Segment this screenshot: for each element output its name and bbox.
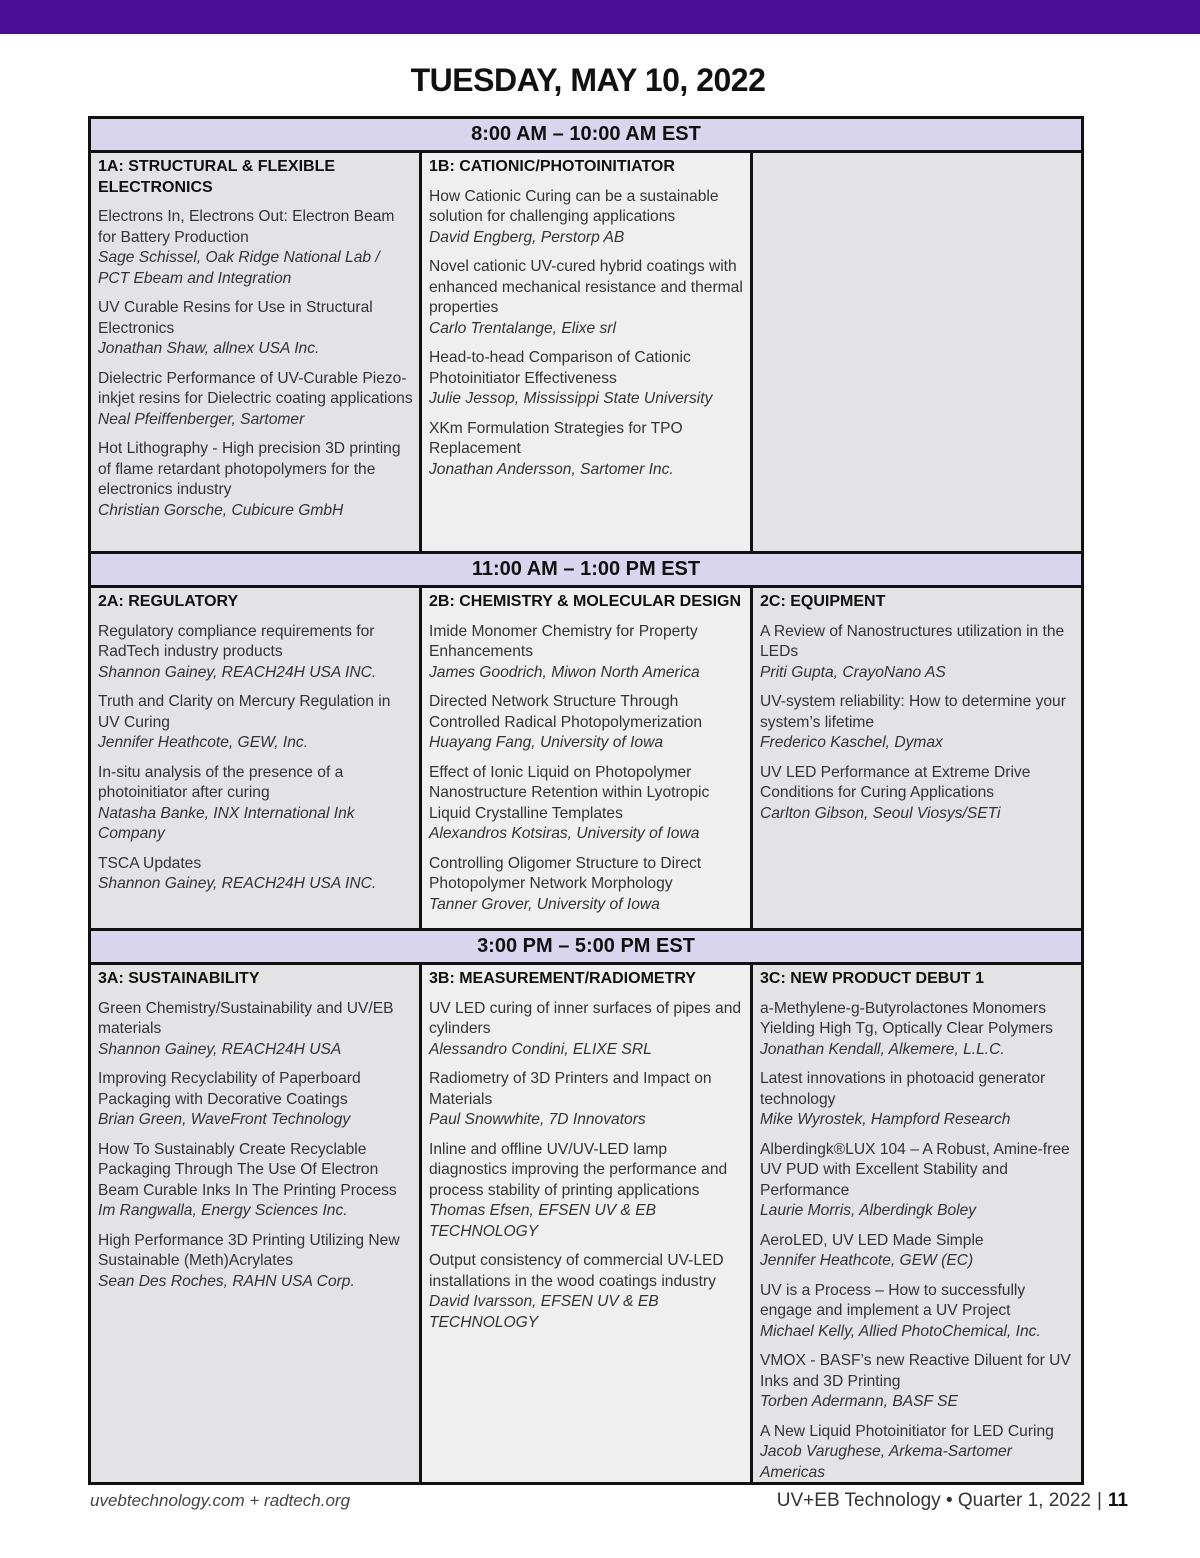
session-speaker: Shannon Gainey, REACH24H USA xyxy=(98,1040,342,1058)
session-item xyxy=(760,1140,1075,1222)
session-title: UV LED Performance at Extreme Drive Conditions for Curing Applications xyxy=(760,763,1031,801)
session-speaker: Thomas Efsen, EFSEN UV & EB TECHNOLOGY xyxy=(429,1202,657,1240)
session-item xyxy=(98,1140,413,1222)
session-item xyxy=(98,854,413,895)
track-title: 3A: SUSTAINABILITY xyxy=(98,970,260,987)
track-column-2a xyxy=(91,588,422,928)
track-column-3b xyxy=(422,965,753,1482)
session-speaker: Huayang Fang, University of Iowa xyxy=(429,734,664,751)
session-speaker: Jonathan Kendall, Alkemere, L.L.C. xyxy=(760,1040,1005,1058)
session-speaker: Michael Kelly, Allied PhotoChemical, Inc. xyxy=(760,1322,1041,1340)
session-item xyxy=(98,298,413,360)
track-title: 2A: REGULATORY xyxy=(98,593,239,610)
session-item xyxy=(429,257,744,339)
session-item xyxy=(429,999,744,1061)
page-title: TUESDAY, MAY 10, 2022 xyxy=(410,62,766,98)
session-title: Latest innovations in photoacid generator technology xyxy=(760,1070,1046,1108)
session-title: Radiometry of 3D Printers and Impact on Materials xyxy=(429,1070,712,1108)
session-item xyxy=(760,622,1075,684)
session-title: UV Curable Resins for Use in Structural Electronics xyxy=(98,299,373,337)
slot-time-header: 3:00 PM – 5:00 PM EST xyxy=(91,928,1081,965)
session-item xyxy=(429,348,744,410)
session-title: Dielectric Performance of UV-Curable Piezo-inkjet resins for Dielectric coating applications xyxy=(98,369,413,407)
session-item xyxy=(98,369,413,431)
track-column-empty xyxy=(753,153,1081,551)
session-item xyxy=(98,763,413,845)
session-item xyxy=(760,999,1075,1061)
session-item xyxy=(429,692,744,754)
footer-websites: uvebtechnology.com + radtech.org xyxy=(90,1491,351,1510)
session-speaker: Alexandros Kotsiras, University of Iowa xyxy=(429,825,700,842)
session-speaker: Julie Jessop, Mississippi State University xyxy=(429,390,713,407)
session-speaker: James Goodrich, Miwon North America xyxy=(429,663,700,681)
session-title: Output consistency of commercial UV-LED installations in the wood coatings industry xyxy=(429,1252,724,1290)
session-title: Head-to-head Comparison of Cationic Photoinitiator Effectiveness xyxy=(429,349,691,387)
session-title: A New Liquid Photoinitiator for LED Curing xyxy=(760,1422,1054,1440)
track-title: 2B: CHEMISTRY & MOLECULAR DESIGN xyxy=(429,593,742,610)
session-speaker: Shannon Gainey, REACH24H USA INC. xyxy=(98,663,377,681)
track-column-1a xyxy=(91,153,422,551)
session-item xyxy=(760,1281,1075,1343)
session-item xyxy=(760,763,1075,825)
session-title: Alberdingk®LUX 104 – A Robust, Amine-free UV PUD with Excellent Stability and Performance xyxy=(760,1140,1070,1199)
session-title: How Cationic Curing can be a sustainable solution for challenging applications xyxy=(429,187,719,225)
session-item xyxy=(760,692,1075,754)
session-title: UV LED curing of inner surfaces of pipes and cylinders xyxy=(429,999,742,1037)
session-item xyxy=(760,1231,1075,1272)
page-number: 11 xyxy=(1107,1490,1128,1511)
track-title: 3B: MEASUREMENT/RADIOMETRY xyxy=(429,970,696,987)
session-speaker: Jacob Varughese, Arkema-Sartomer Americas xyxy=(760,1443,1012,1481)
session-title: A Review of Nanostructures utilization in the LEDs xyxy=(760,622,1065,660)
session-speaker: David Engberg, Perstorp AB xyxy=(429,228,625,246)
session-title: UV is a Process – How to successfully engage and implement a UV Project xyxy=(760,1281,1026,1319)
session-item xyxy=(98,999,413,1061)
session-title: AeroLED, UV LED Made Simple xyxy=(760,1231,984,1249)
session-speaker: Jennifer Heathcote, GEW, Inc. xyxy=(98,734,309,751)
time-slot-2 xyxy=(91,551,1081,928)
session-speaker: Christian Gorsche, Cubicure GmbH xyxy=(98,501,344,519)
session-speaker: Shannon Gainey, REACH24H USA INC. xyxy=(98,875,377,892)
track-column-1b xyxy=(422,153,753,551)
session-speaker: Tanner Grover, University of Iowa xyxy=(429,895,660,913)
track-title: 1B: CATIONIC/PHOTOINITIATOR xyxy=(429,158,675,175)
session-title: UV-system reliability: How to determine your system’s lifetime xyxy=(760,693,1066,731)
session-item xyxy=(429,1069,744,1131)
track-column-3c xyxy=(753,965,1081,1482)
session-title: Electrons In, Electrons Out: Electron Beam for Battery Production xyxy=(98,208,395,246)
session-title: Hot Lithography - High precision 3D printing of flame retardant photopolymers for the electronics industry xyxy=(98,440,401,498)
session-item xyxy=(760,1351,1075,1413)
session-title: Regulatory compliance requirements for RadTech industry products xyxy=(98,622,375,660)
session-item xyxy=(429,419,744,481)
session-title: Directed Network Structure Through Controlled Radical Photopolymerization xyxy=(429,693,703,731)
session-speaker: Neal Pfeiffenberger, Sartomer xyxy=(98,410,305,428)
session-speaker: Laurie Morris, Alberdingk Boley xyxy=(760,1202,977,1219)
session-speaker: Frederico Kaschel, Dymax xyxy=(760,734,943,751)
session-item xyxy=(760,1069,1075,1131)
session-speaker: David Ivarsson, EFSEN UV & EB TECHNOLOGY xyxy=(429,1293,659,1331)
session-title: a-Methylene-g-Butyrolactones Monomers Yielding High Tg, Optically Clear Polymers xyxy=(760,999,1053,1037)
session-item xyxy=(429,187,744,249)
track-column-2b xyxy=(422,588,753,928)
session-item xyxy=(429,763,744,845)
footer-publication: UV+EB Technology • Quarter 1, 2022 xyxy=(776,1490,1091,1511)
session-item xyxy=(98,1069,413,1131)
session-speaker: Jonathan Shaw, allnex USA Inc. xyxy=(98,340,320,357)
session-speaker: Carlton Gibson, Seoul Viosys/SETi xyxy=(760,804,1001,822)
session-title: Controlling Oligomer Structure to Direct Photopolymer Network Morphology xyxy=(429,854,702,892)
session-title: Imide Monomer Chemistry for Property Enhancements xyxy=(429,622,698,660)
session-title: Green Chemistry/Sustainability and UV/EB materials xyxy=(98,999,394,1037)
time-slot-1 xyxy=(91,119,1081,551)
session-speaker: Carlo Trentalange, Elixe srl xyxy=(429,319,616,337)
session-item xyxy=(98,1231,413,1293)
slot-time-header: 11:00 AM – 1:00 PM EST xyxy=(91,551,1081,588)
session-speaker: Alessandro Condini, ELIXE SRL xyxy=(429,1040,652,1058)
session-title: Inline and offline UV/UV-LED lamp diagnostics improving the performance and process stability of printing applications xyxy=(429,1140,728,1199)
session-title: Effect of Ionic Liquid on Photopolymer Nanostructure Retention within Lyotropic Liquid Crystalline Templates xyxy=(429,763,710,822)
schedule-table xyxy=(88,116,1084,1485)
session-item xyxy=(429,854,744,916)
track-title: 1A: STRUCTURAL & FLEXIBLE ELECTRONICS xyxy=(98,158,336,196)
session-speaker: Natasha Banke, INX International Ink Company xyxy=(98,804,355,842)
top-color-bar xyxy=(0,0,1200,34)
session-item xyxy=(98,622,413,684)
session-title: XKm Formulation Strategies for TPO Replacement xyxy=(429,419,683,457)
session-speaker: Torben Adermann, BASF SE xyxy=(760,1393,958,1410)
track-column-3a xyxy=(91,965,422,1482)
session-title: TSCA Updates xyxy=(98,854,202,872)
slot-tracks-row xyxy=(91,965,1081,1482)
slot-tracks-row xyxy=(91,588,1081,928)
session-speaker: Brian Green, WaveFront Technology xyxy=(98,1111,351,1128)
session-speaker: Sage Schissel, Oak Ridge National Lab / PCT Ebeam and Integration xyxy=(98,249,380,287)
session-speaker: Sean Des Roches, RAHN USA Corp. xyxy=(98,1272,355,1290)
session-title: In-situ analysis of the presence of a photoinitiator after curing xyxy=(98,763,344,801)
time-slot-3 xyxy=(91,928,1081,1482)
session-speaker: Paul Snowwhite, 7D Innovators xyxy=(429,1111,646,1128)
session-item xyxy=(98,207,413,289)
track-column-2c xyxy=(753,588,1081,928)
session-title: Truth and Clarity on Mercury Regulation in UV Curing xyxy=(98,693,391,731)
session-item xyxy=(429,622,744,684)
session-title: VMOX - BASF’s new Reactive Diluent for UV Inks and 3D Printing xyxy=(760,1352,1071,1390)
footer-publication-info xyxy=(777,1490,1128,1512)
session-speaker: Jonathan Andersson, Sartomer Inc. xyxy=(429,460,674,478)
session-speaker: Priti Gupta, CrayoNano AS xyxy=(760,663,946,681)
footer-separator: | xyxy=(1096,1490,1102,1511)
session-title: Improving Recyclability of Paperboard Packaging with Decorative Coatings xyxy=(98,1070,361,1108)
session-title: Novel cationic UV-cured hybrid coatings with enhanced mechanical resistance and thermal properties xyxy=(429,258,743,316)
session-title: High Performance 3D Printing Utilizing New Sustainable (Meth)Acrylates xyxy=(98,1231,400,1269)
slot-time-header: 8:00 AM – 10:00 AM EST xyxy=(91,119,1081,153)
session-speaker: Mike Wyrostek, Hampford Research xyxy=(760,1111,1011,1128)
track-title: 3C: NEW PRODUCT DEBUT 1 xyxy=(760,970,985,987)
track-title: 2C: EQUIPMENT xyxy=(760,593,886,610)
session-speaker: Jennifer Heathcote, GEW (EC) xyxy=(760,1252,974,1269)
session-item xyxy=(429,1251,744,1333)
session-item xyxy=(429,1140,744,1243)
session-item xyxy=(98,439,413,521)
slot-tracks-row xyxy=(91,153,1081,551)
session-item xyxy=(98,692,413,754)
session-item xyxy=(760,1422,1075,1484)
session-title: How To Sustainably Create Recyclable Packaging Through The Use Of Electron Beam Curable Inks In The Printing Process xyxy=(98,1140,397,1199)
session-speaker: Im Rangwalla, Energy Sciences Inc. xyxy=(98,1202,348,1219)
